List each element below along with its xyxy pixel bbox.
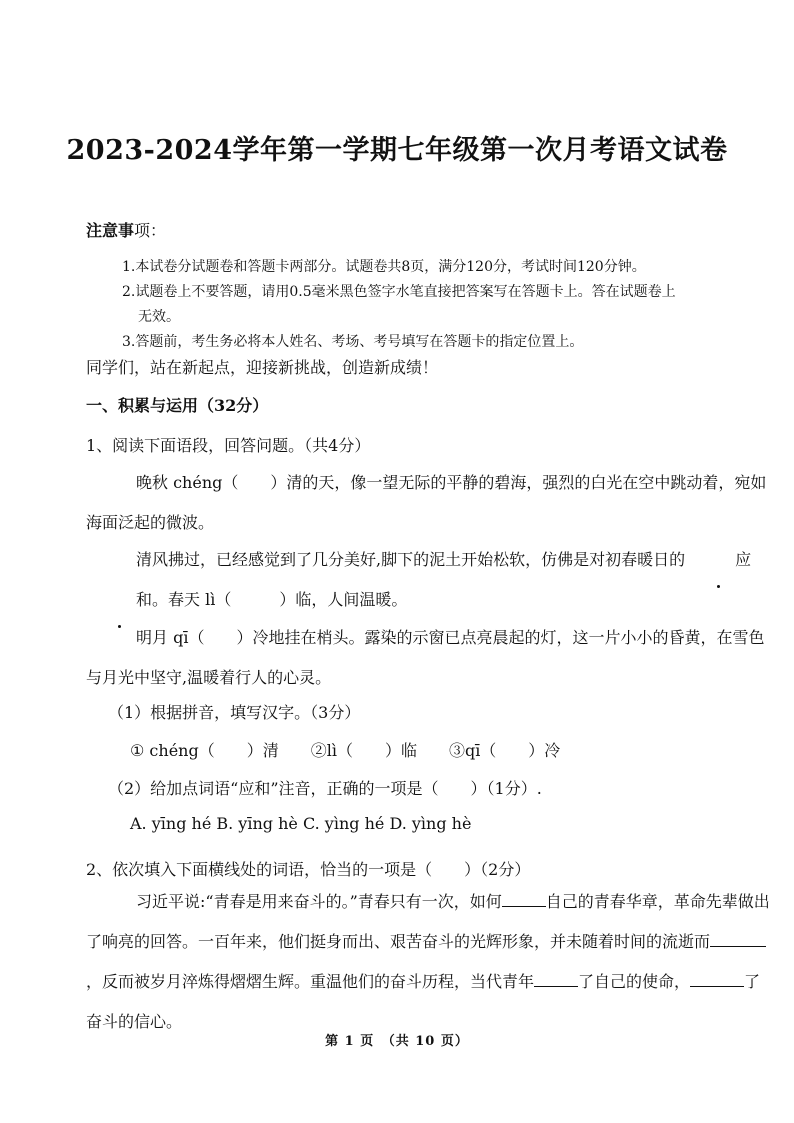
q1-paragraph-1: 晚秋 chéng（ ）清的天，像一望无际的平静的碧海，强烈的白光在空中跳动着，宛如海面泛起的微波。 (86, 473, 767, 532)
q1-p2-text-b: 。春天 lì（ ）临，人间温暖。 (152, 590, 408, 609)
dotted-char-ying: 应 (685, 540, 751, 580)
q1-paragraph-3: 明月 qī（ ）冷地挂在梢头。露染的示窗已点亮晨起的灯，这一片小小的昏黄，在雪色与月光中坚守,温暖着行人的心灵。 (86, 628, 765, 687)
notice-heading (86, 218, 166, 241)
section-1-title: 一、积累与运用（32分） (86, 396, 269, 415)
q1-sub-2: （2）给加点词语“应和”注音，正确的一项是（ ）（1分）. (108, 779, 542, 798)
notice-item-2: 2.试题卷上不要答题，请用0.5毫米黑色签字水笔直接把答案写在答题卡上。答在试题卷上 (122, 284, 676, 300)
fill-blank-4[interactable] (690, 970, 744, 987)
q1-sub-1-options: ① chéng（ ）清 ②lì（ ）临 ③qī（ ）冷 (130, 741, 561, 760)
q1-sub-1: （1）根据拼音，填写汉字。（3分） (108, 703, 361, 722)
q2-paragraph (86, 882, 776, 1042)
fill-blank-3[interactable] (534, 970, 578, 987)
fill-blank-2[interactable] (710, 930, 766, 947)
encourage-line: 同学们，站在新起点，迎接新挑战，创造新成绩！ (86, 358, 439, 377)
q2-text-b: 自己的青春华章，革命先辈做出了响亮的回答。一百年来，他们挺身而出、艰苦奋斗的光辉形象，并未随着时间的流逝而 (86, 892, 770, 951)
question-1-stem: 1、阅读下面语段，回答问题。（共4分） (86, 436, 371, 455)
q2-text-e: 了奋斗的信心。 (86, 972, 761, 1031)
q2-text-d: 了自己的使命， (578, 972, 691, 991)
q2-text-a: 习近平说:“青春是用来奋斗的。”青春只有一次，如何 (136, 892, 502, 911)
question-2-stem: 2、依次填入下面横线处的词语，恰当的一项是（ ）（2分） (86, 860, 531, 879)
q1-paragraph-2 (86, 540, 776, 620)
q1-sub-2-options: A. yīng hé B. yīng hè C. yìng hé D. yìng hè (130, 814, 472, 833)
q2-text-c: ，反而被岁月淬炼得熠熠生辉。重温他们的奋斗历程，当代青年 (86, 972, 535, 991)
q1-p2-text-a: 清风拂过，已经感觉到了几分美好,脚下的泥土开始松软，仿佛是对初春暖日的 (136, 550, 686, 569)
dotted-char-he: 和 (86, 580, 152, 620)
notice-heading-bold: 注意事 (86, 221, 135, 240)
notice-heading-rest: 项： (134, 221, 167, 240)
fill-blank-1[interactable] (502, 890, 546, 907)
page-footer: 第 1 页 （共 10 页） (325, 1034, 469, 1049)
notice-item-2-cont: 无效。 (138, 309, 180, 325)
notice-item-1: 1.本试卷分试题卷和答题卡两部分。试题卷共8页，满分120分，考试时间120分钟。 (122, 259, 646, 275)
exam-title: 2023-2024学年第一学期七年级第一次月考语文试卷 (66, 135, 728, 166)
notice-item-3: 3.答题前，考生务必将本人姓名、考场、考号填写在答题卡的指定位置上。 (122, 334, 584, 350)
